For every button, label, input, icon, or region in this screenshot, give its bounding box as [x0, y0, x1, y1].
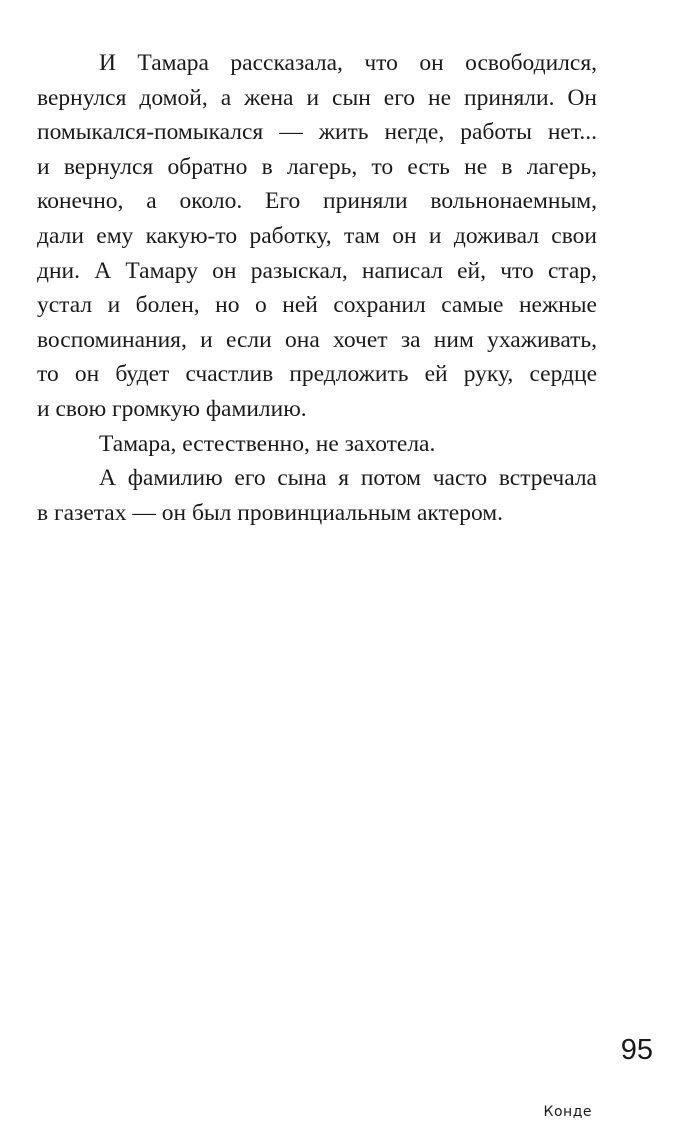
text-line: в газетах — он был провинциальным актером. [37, 499, 503, 526]
text-line: и свою громкую фамилию. [37, 395, 307, 422]
text-line: и вернулся обратно в лагерь, то есть не в лагерь, [37, 153, 597, 180]
text-line: конечно, а около. Его приняли вольнонаемным, [37, 188, 597, 215]
page-number: 95 [620, 1034, 653, 1066]
text-line: дни. А Тамару он разыскал, написал ей, что стар, [37, 257, 597, 284]
body-text [37, 46, 597, 530]
text-line: воспоминания, и если она хочет за ним ухаживать, [37, 326, 597, 353]
text-line: А фамилию его сына я потом часто встречала [99, 465, 597, 492]
text-line: устал и болен, но о ней сохранил самые нежные [37, 292, 597, 319]
text-line: дали ему какую-то работку, там он и доживал свои [37, 222, 597, 249]
text-line: И Тамара рассказала, что он освободился, [99, 50, 597, 76]
text-line: Тамара, естественно, не захотела. [99, 430, 436, 457]
text-line: вернулся домой, а жена и сын его не приняли. Он [37, 84, 597, 111]
text-line: помыкался-помыкался — жить негде, работы нет... [37, 119, 597, 146]
text-line: то он будет счастлив предложить ей руку, сердце [37, 361, 597, 388]
running-footer: Конде [543, 1104, 592, 1120]
